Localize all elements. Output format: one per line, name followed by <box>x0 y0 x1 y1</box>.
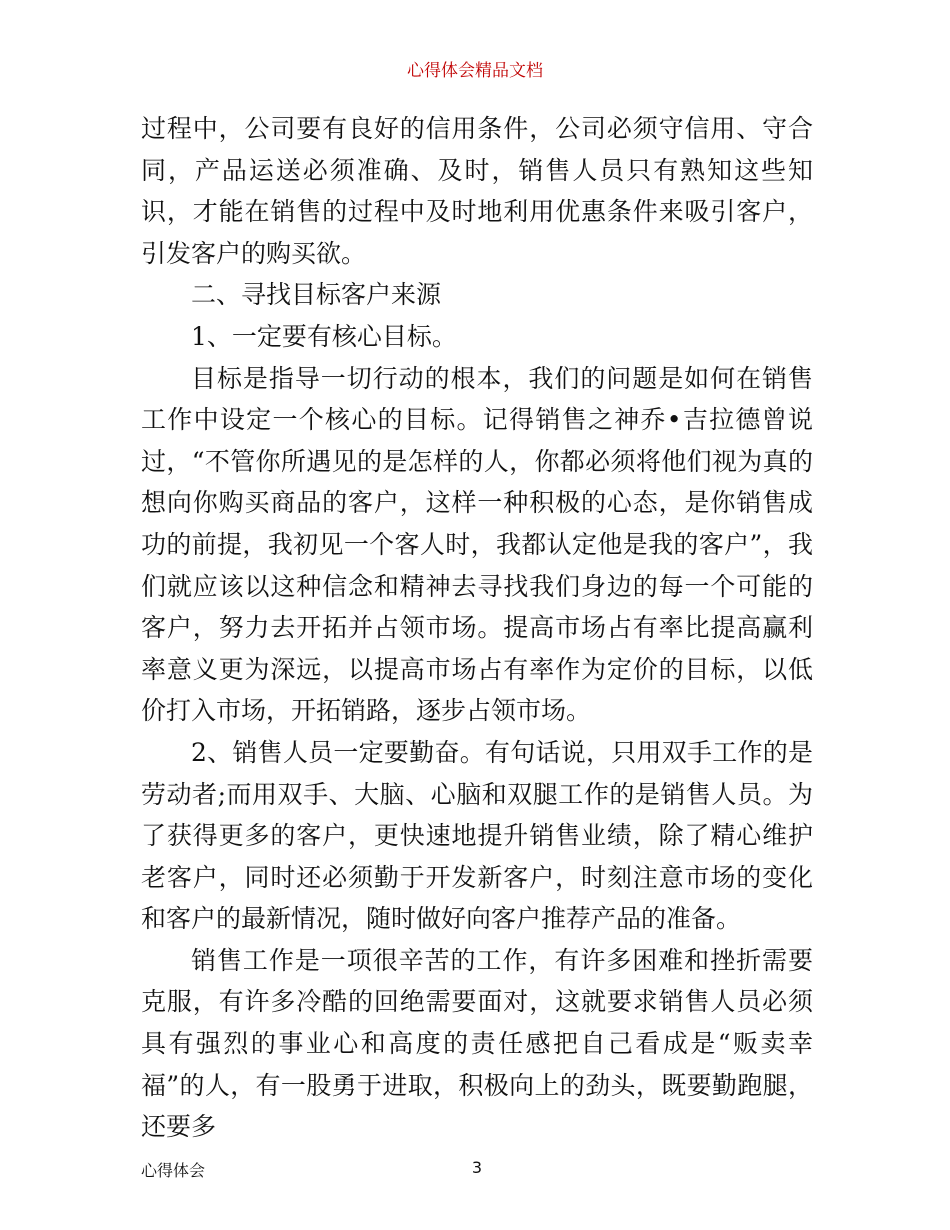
paragraph: 2、销售人员一定要勤奋。有句话说，只用双手工作的是劳动者;而用双手、大脑、心脑和双腿工作的是销售人员。为了获得更多的客户，更快速地提升销售业绩，除了精心维护老客户，同时还必须勤于开发新客户，时刻注意市场的变化和客户的最新情况，随时做好向客户推荐产品的准备。 <box>141 737 813 934</box>
subsection-heading: 1、一定要有核心目标。 <box>191 321 457 351</box>
paragraph: 过程中，公司要有良好的信用条件，公司必须守信用、守合同，产品运送必须准确、及时，销售人员只有熟知这些知识，才能在销售的过程中及时地利用优惠条件来吸引客户，引发客户的购买欲。 <box>141 114 813 268</box>
footer-label: 心得体会 <box>141 1161 206 1180</box>
document-header-title: 心得体会精品文档 <box>407 61 543 81</box>
section-heading: 二、寻找目标客户来源 <box>191 280 442 310</box>
document-body <box>141 108 813 1148</box>
page-number: 3 <box>471 1158 483 1177</box>
paragraph: 销售工作是一项很辛苦的工作，有许多困难和挫折需要克服，有许多冷酷的回绝需要面对，这就要求销售人员必须具有强烈的事业心和高度的责任感把自己看成是“贩卖幸福”的人，有一股勇于进取，积极向上的劲头，既要勤跑腿，还要多 <box>141 945 813 1142</box>
paragraph: 目标是指导一切行动的根本，我们的问题是如何在销售工作中设定一个核心的目标。记得销售之神乔•吉拉德曾说过，“不管你所遇见的是怎样的人，你都必须将他们视为真的想向你购买商品的客户，这样一种积极的心态，是你销售成功的前提，我初见一个客人时，我都认定他是我的客户”，我们就应该以这种信念和精神去寻找我们身边的每一个可能的客户，努力去开拓并占领市场。提高市场占有率比提高赢利率意义更为深远，以提高市场占有率作为定价的目标，以低价打入市场，开拓销路，逐步占领市场。 <box>141 363 813 726</box>
